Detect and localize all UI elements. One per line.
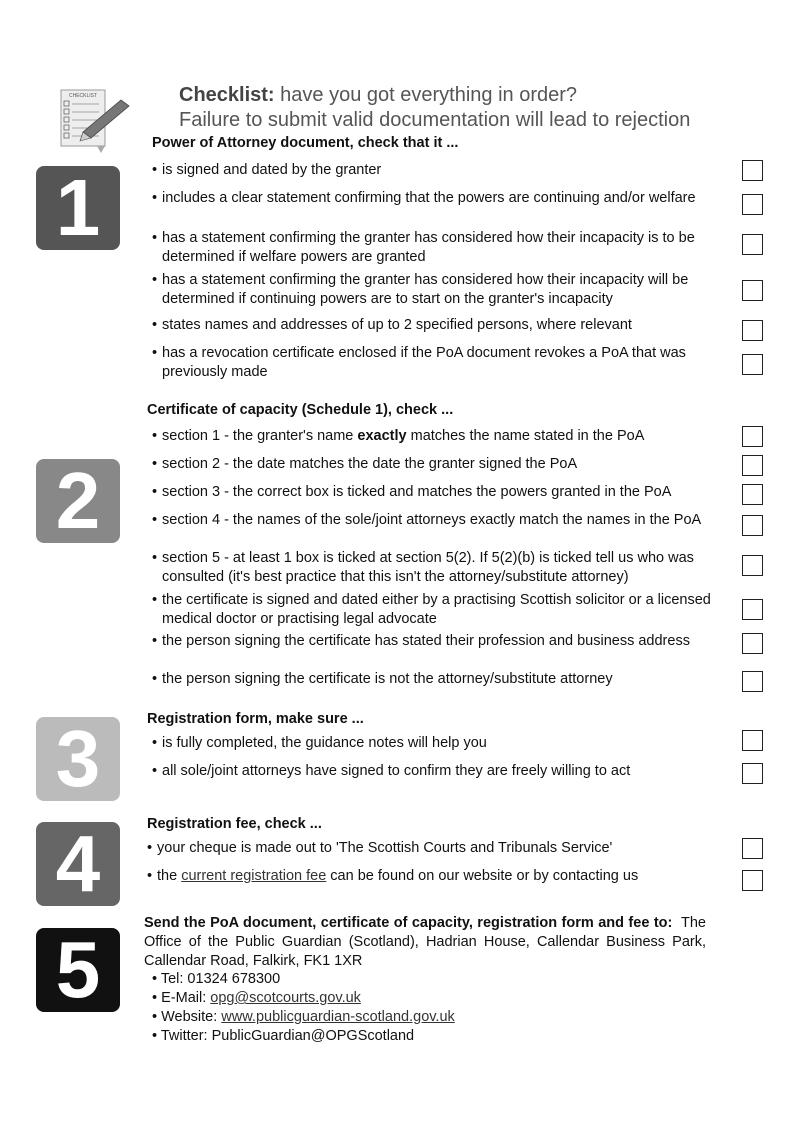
checkbox[interactable] [742,671,763,692]
list-item: • section 2 - the date matches the date the granter signed the PoA [152,456,578,472]
list-item: • Tel: 01324 678300 [152,971,281,987]
contact-tel: Tel: 01324 678300 [160,971,281,987]
checkbox[interactable] [742,280,763,301]
checkbox[interactable] [742,838,763,859]
step-3-number: 3 [55,714,101,803]
checklist-icon [55,86,135,154]
checkbox[interactable] [742,194,763,215]
checkbox[interactable] [742,730,763,751]
page-title-bold: Checklist: [179,84,275,106]
checkbox[interactable] [742,160,763,181]
list-item: • section 1 - the granter's name exactly matches the name stated in the PoA [152,428,645,444]
checkbox[interactable] [742,354,763,375]
checkbox[interactable] [742,234,763,255]
checklist-icon-label: CHECKLIST [69,93,98,99]
list-item: • all sole/joint attorneys have signed to confirm they are freely willing to act [152,763,631,779]
step-3-badge [36,714,120,803]
step-1-heading: Power of Attorney document, check that it ... [152,135,459,151]
step-5-text [144,914,706,971]
list-item: • Website: www.publicguardian-scotland.gov.uk [152,1009,455,1025]
page-title [179,84,577,107]
step-4-heading: Registration fee, check ... [147,816,322,832]
checkbox[interactable] [742,426,763,447]
list-item: • Twitter: PublicGuardian@OPGScotland [152,1028,415,1044]
checkbox[interactable] [742,763,763,784]
checkbox[interactable] [742,633,763,654]
list-item: • your cheque is made out to 'The Scottish Courts and Tribunals Service' [147,840,613,856]
step-2-badge [36,456,120,545]
email-link[interactable]: opg@scotcourts.gov.uk [210,990,361,1006]
checkbox[interactable] [742,320,763,341]
page-title-rest: have you got everything in order? [274,84,578,106]
step-5-number: 5 [55,925,101,1014]
list-item: • section 4 - the names of the sole/joint attorneys exactly match the names in the PoA [152,512,702,528]
page-subtitle: Failure to submit valid documentation will lead to rejection [179,109,691,131]
list-item: • the person signing the certificate is not the attorney/substitute attorney [152,671,613,687]
list-item: • the current registration fee can be found on our website or by contacting us [147,868,639,884]
registration-fee-link[interactable]: current registration fee [181,868,327,884]
list-item: • E-Mail: opg@scotcourts.gov.uk [152,990,361,1006]
step-4-number: 4 [55,819,101,908]
list-item: • states names and addresses of up to 2 specified persons, where relevant [152,317,632,333]
list-item: • the person signing the certificate has stated their profession and business address [152,633,690,649]
list-item: • has a revocation certificate enclosed if the PoA document revokes a PoA that was previously made [152,345,686,380]
checkbox[interactable] [742,599,763,620]
step-4-badge [36,819,120,908]
website-link[interactable]: www.publicguardian-scotland.gov.uk [221,1009,455,1025]
checkbox[interactable] [742,455,763,476]
checkbox[interactable] [742,484,763,505]
list-item: • includes a clear statement confirming that the powers are continuing and/or welfare [152,190,696,206]
list-item: • has a statement confirming the granter has considered how their incapacity is to be determined if welfare powers are granted [152,230,695,265]
list-item: • is fully completed, the guidance notes will help you [152,735,487,751]
step-1-badge [36,163,120,252]
step-3-heading: Registration form, make sure ... [147,711,364,727]
checkbox[interactable] [742,555,763,576]
checkbox[interactable] [742,870,763,891]
step-2-number: 2 [55,456,101,545]
checkbox[interactable] [742,515,763,536]
list-item: • has a statement confirming the granter has considered how their incapacity will be determined if continuing powers are to start on the granter's incapacity [152,272,689,307]
opg-address: The Office of the Public Guardian (Scotland), Hadrian House, Callendar Business Park, Callendar Road, Falkirk, FK1 1XR [144,915,707,969]
list-item: • is signed and dated by the granter [152,162,382,178]
step-1-number: 1 [55,163,101,252]
contact-twitter: Twitter: PublicGuardian@OPGScotland [160,1028,415,1044]
list-item: • the certificate is signed and dated either by a practising Scottish solicitor or a licensed medical doctor or practising legal advocate [152,592,711,627]
step-2-heading: Certificate of capacity (Schedule 1), check ... [147,402,454,418]
list-item: • section 3 - the correct box is ticked and matches the powers granted in the PoA [152,484,672,500]
step-5-badge [36,925,120,1014]
step-5-heading: Send the PoA document, certificate of capacity, registration form and fee to: [144,915,673,931]
list-item: • section 5 - at least 1 box is ticked at section 5(2). If 5(2)(b) is ticked tell us who was consulted (it's best practice that this isn't the attorney/substitute attorney) [152,550,694,585]
